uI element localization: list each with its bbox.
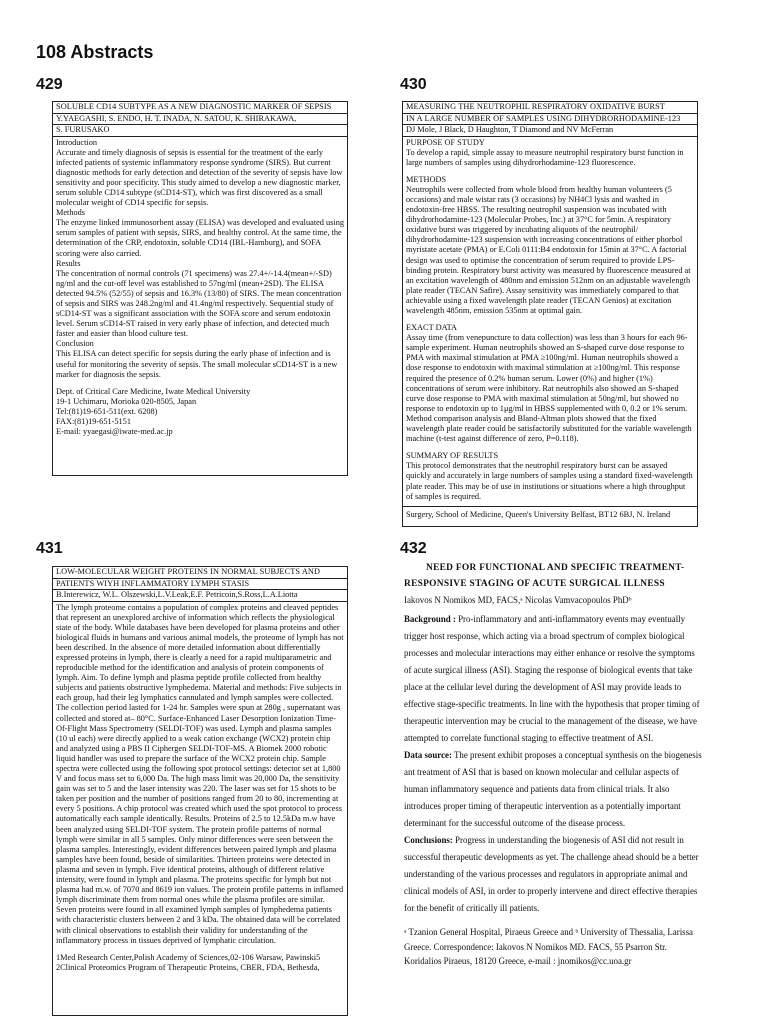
section-heading: Conclusion bbox=[56, 339, 94, 349]
affiliation-line: FAX:(81)19-651-5151 bbox=[56, 417, 131, 427]
paragraph-data-source bbox=[404, 747, 704, 832]
abstract-430-authors: DJ Mole, J Black, D Haughton, T Diamond and NV McFerran bbox=[403, 125, 697, 137]
section-heading: Results bbox=[56, 258, 81, 268]
abstract-number-431: 431 bbox=[36, 540, 63, 557]
paragraph: The lymph proteome contains a population of complex proteins and cleaved peptides that represent an unexplored archive of information which reflects the physiological state of the body. While databases have been developed for plasma proteins and other biological fluids in humans and various animal models, the proteome of lymph has not been described. In the absence of more detailed information about differentially expressed proteins in lymph, there is clearly a need for a rapid multiparametric and reproducible method for the identification and analysis of protein components of lymph. Aim. To define lymph and plasma peptide profile collected from healthy subjects and patients obstructive lymphedema. Material and methods: Five subjects in each group, had their leg lymphatics cannulated and lymph samples were collected. The collection period lasted for 1-24 hr. Samples were spun at 280g , supernatant was collected and stored at– 80°C. Surface-Enhanced Laser Desorption Ionization Time-Of-Flight Mass Spectrometry (SELDI-TOF) was used. Lymph and plasma samples (10 ul each) were directly applied to a weak cation exchange (WCX2) protein chip and analyzed using a PBS II Ciphergen SELDI-TOF-MS. A Biomek 2000 robotic liquid handler was used to prepare the surface of the WCX2 protein chip. Sample spectra were collected using the following spot protocol settings: detector set at 1,800 V and focus mass set to 6,000 Da. The high mass limit was 20,000 Da, the sensitivity gain was set to 5 and the laser intensity was 220. The laser was set for 15 shots to be taken per position and the number of positions ranged from 20 to 80, incrementing at every 5 positions. A chip protocol was created which used the spot protocol to process automatically each sample identically. Results. Proteins of 2.5 to 12.5kDa m.w have been analyzed using SELDI-TOF system. The protein profile patterns of normal lymph were similar in all 5 samples. Only minor differences were seen between the plasma samples. Interestingly, evident differences between paired lymph and plasma samples have been found, beside of similarities. Thirteen proteins were detected in plasma and seven in lymph. Five identical proteins, although of different relative intensity, were found in lymph and plasma. The proteins specific for lymph but not plasma had m.w. of 7070 and 8619 ion values. The protein profile patterns in inflamed lymph discriminate them from normal ones while the plasma profiles are similar. Seven proteins were found in all examined lymph samples of lymphedema patients with characteristic clusters between 2 and 3 kDa. The obtained data will be correlated with clinical observations to establish their validity for understanding of the inflammatory process in tissues deprived of lymphatic circulation. bbox=[56, 602, 344, 945]
page-header: 108 Abstracts bbox=[36, 42, 154, 62]
affiliation-line: Surgery, School of Medicine, Queen's University Belfast, BT12 6BJ, N. Ireland bbox=[406, 509, 671, 519]
conclusions-text: Progress in understanding the biogenesis of ASI did not result in successful therapeutic developments as yet. The challenge ahead should be a better understanding of the various processes and regulators in appropriate animal and clinical models of ASI, in order to properly intervene and direct effective therapies for the benefit of critically ill patients. bbox=[404, 835, 699, 913]
abstract-number-432: 432 bbox=[400, 540, 427, 557]
paragraph: Neutrophils were collected from whole blood from healthy human volunteers (5 occasions) and male wistar rats (3 occasions) by NH4Cl lysis and washed in endotoxin-free HBSS. The resulting neutrophil suspension was incubated with dihydrorhodamine-123 (Molecular Probes, Inc.) at 37°C for 5min. A respiratory oxidative burst was triggered by incubating aliquots of the neutrophil/ dihydrorhodamine-123 suspension with increasing concentrations of either phorbol myristate acetate (PMA) or E.Coli 0111:B4 endotoxin for 15min at 37°C. A factorial design was used to optimise the concentration of serum required to provide LPS-binding protein. Respiratory burst activity was measured by fluorescence measured at an excitation wavelength of 480nm and emission 512nm on an adjustable wavelength plate reader (TECAN Safire). Assay sensitivity was immediately compared to that achievable using a fixed wavelength plate reader (TECAN Genios) at excitation wavelength 485nm, emission 535nm at optimal gain. bbox=[406, 184, 691, 315]
affiliation-line: 1Med Research Center,Polish Academy of Sciences,02-106 Warsaw, Pawinski5 bbox=[56, 952, 321, 962]
abstract-430-title-cont: IN A LARGE NUMBER OF SAMPLES USING DIHYDRORHODAMINE-123 bbox=[403, 114, 697, 126]
abstract-431-body bbox=[53, 602, 347, 973]
abstract-431-title: LOW-MOLECULAR WEIGHT PROTEINS IN NORMAL SUBJECTS AND bbox=[53, 567, 347, 579]
section-heading: METHODS bbox=[406, 174, 447, 184]
paragraph: The enzyme linked immunosorbent assay (ELISA) was developed and evaluated using serum samples of patient with sepsis, SIRS, and healthy control. At the same time, the determination of the CRP, endotoxin, soluble CD14 (IBL-Hamburg), and SOFA scoring were also carried. bbox=[56, 218, 345, 258]
affiliation-line: Tel:(81)19-651-511(ext. 6208) bbox=[56, 406, 158, 416]
section-heading: PURPOSE OF STUDY bbox=[406, 137, 485, 147]
affiliation: ᵃ Tzanion General Hospital, Piraeus Greece and ᵇ University of Thessalia, Larissa Greece. Correspondence: Iakovos N Nomikos MD. FACS, 55 Psarron Str. Koridalios Piraeus, 18120 Greece, e-mail : jnomikos@cc.uoa.gr bbox=[404, 927, 694, 966]
section-heading: EXACT DATA bbox=[406, 323, 458, 333]
abstract-430 bbox=[402, 101, 698, 527]
paragraph: The concentration of normal controls (71 specimens) was 27.4+/-14.4(mean+/-SD) ng/ml and the cut-off level was established to 57ng/ml (mean+2SD). The ELISA detected 94.5% (52/55) of sepsis and 16.3% (13/80) of SIRS. The mean concentration of sepsis and SIRS was 248.2ng/ml and 41.4ng/ml respectively. Sequential study of sCD14-ST was a significant association with the SOFA score and serum endotoxin level. Serum sCD14-ST raised in very early phase of infection, and detected much faster and easier than blood culture test. bbox=[56, 268, 342, 339]
abstract-430-title: MEASURING THE NEUTROPHIL RESPIRATORY OXIDATIVE BURST bbox=[403, 102, 697, 114]
conclusions-label: Conclusions: bbox=[404, 835, 453, 845]
data-source-text: The present exhibit proposes a conceptual synthesis on the biogenesis ant treatment of ASI that is based on known molecular and cellular aspects of human inflammatory sequence and patients data from clinical trials. It also introduces proper timing of therapeutic intervention as a potentially important determinant for the successful outcome of the disease process. bbox=[404, 750, 702, 828]
section-heading: Introduction bbox=[56, 137, 98, 147]
abstract-431-title-cont: PATIENTS WIYH INFLAMMATORY LYMPH STASIS bbox=[53, 579, 347, 591]
abstract-429-authors: Y.YAEGASHI, S. ENDO, H. T. INADA, N. SATOU, K. SHIRAKAWA, bbox=[53, 114, 347, 126]
abstract-432-authors: Iakovos N Nomikos MD, FACS,ᵃ Nicolas Vamvacopoulos PhDᵇ bbox=[404, 595, 632, 605]
affiliation-line: Dept. of Critical Care Medicine, Iwate Medical University bbox=[56, 386, 251, 396]
affiliation-email: E-mail: yyaegasi@iwate-med.ac.jp bbox=[56, 427, 173, 437]
abstract-429 bbox=[52, 101, 348, 476]
abstract-431 bbox=[52, 566, 348, 1016]
abstract-432-title: NEED FOR FUNCTIONAL AND SPECIFIC TREATMENT- bbox=[426, 563, 685, 573]
abstract-429-authors-cont: S. FURUSAKO bbox=[53, 125, 347, 137]
abstract-432-title-cont: RESPONSIVE STAGING OF ACUTE SURGICAL ILLNESS bbox=[404, 579, 665, 589]
abstract-430-body bbox=[403, 137, 697, 520]
section-heading: SUMMARY OF RESULTS bbox=[406, 451, 499, 461]
background-text: Pro-inflammatory and anti-inflammatory events may eventually trigger host response, which acting via a broad spectrum of complex biological processes and molecular interactions may either enhance or resolve the symptoms of acute surgical illness (ASI). Staging the response of biological events that take place at the cellular level during the development of ASI may provide leads to effective stage-specific treatments. In line with the hypothesis that proper timing of therapeutic intervention may be crucial to the management of the disease, we have attempted to correlate functional staging to effective treatment of ASI. bbox=[404, 614, 700, 743]
paragraph: Assay time (from venepuncture to data collection) was less than 3 hours for each 96-sample experiment. Human neutrophils showed an S-shaped curve dose response to PMA with maximal stimulation at PMA ≥100ng/ml. Human neutrophils showed a dose response to endotoxin with maximal stimulation at ≥100ng/ml. This response required the presence of 0.2% human serum. Lower (0%) and higher (1%) concentrations of serum were inhibitory. Rat neutrophils also showed an S-shaped curve dose response to PMA with maximal stimulation at 50ng/ml, but showed no response to endotoxin up to 1μg/ml in HBSS supplemented with 0, 0.2 or 1% serum. Method comparison analysis and Bland-Altman plots showed that the fixed wavelength plate reader could be satisfactorily substituted for the variable wavelength machine (t-test against difference of zero, P=0.118). bbox=[406, 333, 692, 444]
data-source-label: Data source: bbox=[404, 750, 452, 760]
paragraph: This protocol demonstrates that the neutrophil respiratory burst can be assayed quickly and accurately in large numbers of samples using a standard fixed-wavelength plate reader. This may be of use in institutions or situations where a high throughput of samples is required. bbox=[406, 461, 693, 501]
paragraph-conclusions bbox=[404, 832, 704, 917]
abstract-number-430: 430 bbox=[400, 76, 427, 93]
abstract-432 bbox=[404, 560, 704, 1010]
abstract-431-authors: B.Interewicz, W.L. Olszewski,L.V.Leak,E.F. Petricoin,S.Ross,L.A.Liotta bbox=[53, 590, 347, 602]
abstract-number-429: 429 bbox=[36, 76, 63, 93]
abstract-429-body bbox=[53, 137, 347, 438]
paragraph: To develop a rapid, simple assay to measure neutrophil respiratory burst function in large numbers of samples using dihydrorhodamine-123 fluorescence. bbox=[406, 147, 684, 167]
paragraph-background bbox=[404, 611, 704, 747]
paragraph: This ELISA can detect specific for sepsis during the early phase of infection and is useful for monitoring the severity of sepsis. The small molecular sCD14-ST is a new marker for diagnosis the sepsis. bbox=[56, 349, 338, 379]
affiliation-line: 2Clinical Proteomics Program of Therapeutic Proteins, CBER, FDA, Bethesda, bbox=[56, 962, 320, 972]
section-heading: Methods bbox=[56, 208, 86, 218]
background-label: Background : bbox=[404, 614, 456, 624]
affiliation-line: 19-1 Uchimaru, Morioka 020-8505, Japan bbox=[56, 396, 197, 406]
paragraph: Accurate and timely diagnosis of sepsis is essential for the treatment of the early infected patients of systemic inflammatory response syndrome (SIRS). But current diagnostic methods for early detection and detection of the severity of sepsis have low sensitivity and poor specificity. This study aimed to develop a new diagnostic marker, serum soluble CD14 subtype (sCD14-ST), which was first discovered as a small molecular weight of CD14 specific for sepsis. bbox=[56, 147, 343, 208]
abstract-429-title: SOLUBLE CD14 SUBTYPE AS A NEW DIAGNOSTIC MARKER OF SEPSIS bbox=[53, 102, 347, 114]
